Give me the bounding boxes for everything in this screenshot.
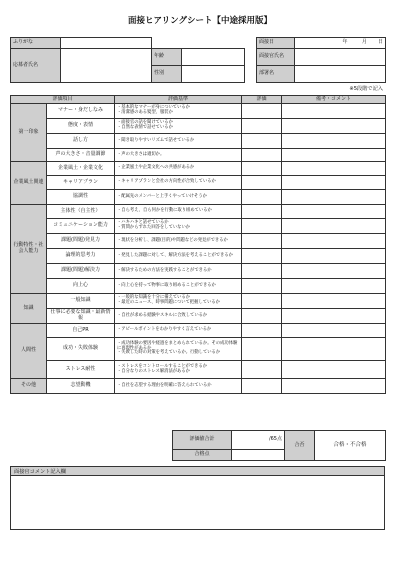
remarks-field[interactable] [282,324,386,338]
criteria-line: ・企業風土や企業文化への共感があるか [117,165,195,171]
furigana-label: ふりがな [11,38,61,49]
remarks-field[interactable] [282,134,386,149]
criteria-line: ・一般的な知識を十分に備えているか [117,295,191,301]
item-label: 課題(問題)発見力 [47,234,115,249]
item-label: 企業風土・企業文化 [47,162,115,176]
item-label: ストレス耐性 [47,361,115,379]
criteria-cell [115,379,242,394]
criteria-line: ・アピールポイントをわかりやすく言えているか [117,327,212,333]
evaluation-row [11,234,386,249]
item-label: キャリアプラン [47,176,115,190]
result-label: 合否 [285,431,315,461]
criteria-cell [115,134,242,149]
score-field[interactable] [242,119,282,134]
criteria-cell [115,361,242,379]
criteria-line: ・ストレスをコントロールすることができるか [117,363,208,369]
remarks-field[interactable] [282,264,386,279]
remarks-field[interactable] [282,176,386,190]
criteria-cell [115,249,242,264]
interviewer-name-label: 面接官氏名 [257,49,295,66]
remarks-field[interactable] [282,361,386,379]
criteria-cell [115,309,242,324]
age-label: 年齢 [152,49,182,66]
evaluation-row [11,338,386,361]
remarks-field[interactable] [282,190,386,205]
item-label: 成功・失敗体験 [47,338,115,361]
score-field[interactable] [242,338,282,361]
criteria-line: ・成功体験の要因や経過をまとめられているか。その成功体験に再現性があるか [117,340,238,351]
score-field[interactable] [242,249,282,264]
criteria-cell [115,119,242,134]
criteria-line: ・面接官の話を聞けているか [117,120,173,126]
department-field[interactable] [295,66,386,83]
evaluation-row [11,324,386,338]
criteria-cell [115,294,242,309]
total-value[interactable]: /65点 [232,431,285,450]
criteria-cell [115,176,242,190]
group-label: 行動特性・社会人能力 [11,205,47,294]
evaluation-row [11,134,386,149]
score-field[interactable] [242,361,282,379]
interview-date-field[interactable] [295,38,386,49]
remarks-field[interactable] [282,234,386,249]
remarks-field[interactable] [282,309,386,324]
evaluation-row [11,249,386,264]
criteria-line: ・現状を分析し、課題(目的)や問題などの発見ができるか [117,237,228,243]
item-label: 態度・表情 [47,119,115,134]
score-field[interactable] [242,149,282,162]
interviewer-name-field[interactable] [295,49,386,66]
remarks-field[interactable] [282,205,386,219]
result-value[interactable]: 合格・不合格 [315,431,386,461]
page-title: 面接ヒアリングシート【中途採用版】 [128,16,272,26]
gender-field[interactable] [182,66,245,83]
year-label: 年 [342,39,348,46]
item-label: 仕事に必要な知識・最新情報 [47,309,115,324]
evaluation-row [11,279,386,294]
remarks-field[interactable] [282,249,386,264]
item-label: 志望動機 [47,379,115,394]
item-label: 課題(問題)解決力 [47,264,115,279]
remarks-field[interactable] [282,119,386,134]
month-label: 月 [361,39,367,46]
evaluation-row [11,379,386,394]
criteria-cell [115,104,242,119]
total-label: 評価値合計 [173,431,232,450]
item-label: 協調性 [47,190,115,205]
criteria-line: ・ハキハキと話せているか [117,220,169,226]
criteria-line: ・自社を志望する理由を明確に答えられているか [117,382,212,388]
criteria-line: ・基本的なマナーが身についているか [117,105,190,111]
pass-line-field[interactable] [232,450,285,461]
group-label: その他 [11,379,47,394]
criteria-line: ・自分なりのストレス解消法があるか [117,368,190,374]
criteria-cell [115,279,242,294]
group-label: 企業風土関連 [11,162,47,205]
department-label: 部署名 [257,66,295,83]
criteria-line: ・自ら考え、自ら何かを行動に取り組めているか [117,208,212,214]
remarks-field[interactable] [282,219,386,234]
furigana-field[interactable] [61,38,152,49]
score-field[interactable] [242,190,282,205]
score-field[interactable] [242,279,282,294]
gender-label: 性別 [152,66,182,83]
criteria-line: ・声の大きさは適切か。 [117,151,165,157]
score-field[interactable] [242,219,282,234]
score-field[interactable] [242,294,282,309]
remarks-field[interactable] [282,149,386,162]
item-label: 主体性（自主性） [47,205,115,219]
criteria-line: ・発見した課題に対して、解決方法を考えることができるか [117,252,233,258]
evaluation-row [11,205,386,219]
criteria-cell [115,205,242,219]
item-label: 一般知識 [47,294,115,309]
summary-table [172,430,386,461]
criteria-cell [115,338,242,361]
age-field[interactable] [182,49,245,66]
column-item: 評価項目 [11,96,115,104]
score-field[interactable] [242,104,282,119]
applicant-name-field[interactable] [61,49,152,83]
evaluation-header-row [11,96,386,104]
group-label: 知識 [11,294,47,324]
evaluation-row [11,361,386,379]
item-label: 向上心 [47,279,115,294]
criteria-line: ・向上心を持って物事に取り組めることができるか [117,282,216,288]
score-field[interactable] [242,264,282,279]
score-field[interactable] [242,309,282,324]
criteria-line: ・キャリアプランと会社の方向性が合致しているか [117,179,216,185]
criteria-cell [115,190,242,205]
criteria-line: ・聞き取りやすいリズムで話せているか [117,137,195,143]
criteria-cell [115,162,242,176]
remarks-field[interactable] [282,294,386,309]
criteria-line: ・清潔感のある髪型、服装か [117,110,173,115]
remarks-field[interactable] [282,379,386,394]
item-label: 声の大きさ・音量調節 [47,149,115,162]
column-score: 評価 [242,96,282,104]
evaluation-row [11,264,386,279]
evaluation-row [11,162,386,176]
remarks-field[interactable] [282,162,386,176]
header-table [10,37,386,83]
criteria-line: ・質問からずれた回答をしていないか [117,225,191,230]
score-field[interactable] [242,205,282,219]
evaluation-row [11,294,386,309]
group-label: 第一印象 [11,104,47,162]
criteria-line: ・配属先のメンバーと上手くやっていけそうか [117,193,207,199]
criteria-cell [115,219,242,234]
score-field[interactable] [242,379,282,394]
column-criteria: 評価基準 [115,96,242,104]
interview-date-label: 面接日 [257,38,295,49]
evaluation-row [11,309,386,324]
criteria-cell [115,149,242,162]
criteria-line: ・最近のニュース、時事問題について把握しているか [117,300,220,305]
evaluation-row [11,190,386,205]
criteria-cell [115,234,242,249]
remarks-field[interactable] [282,338,386,361]
score-field[interactable] [242,234,282,249]
comment-box[interactable] [10,466,385,530]
scoring-note: ※5段階で記入 [349,86,383,92]
column-remarks: 備考・コメント [282,96,386,104]
pass-line-label: 合格点 [173,450,232,461]
item-label: コミュニケーション能力 [47,219,115,234]
item-label: 話し方 [47,134,115,149]
applicant-name-label: 応募者氏名 [11,49,61,83]
evaluation-row [11,176,386,190]
evaluation-row [11,149,386,162]
score-field[interactable] [242,134,282,149]
criteria-line: ・自然な表情で話せているか [117,125,173,130]
score-field[interactable] [242,176,282,190]
remarks-field[interactable] [282,104,386,119]
evaluation-row [11,219,386,234]
item-label: 論理的思考力 [47,249,115,264]
criteria-line: ・自社が求める経験やスキルに合致しているか [117,312,208,318]
comment-title: 面接官コメント記入欄 [11,467,384,476]
score-field[interactable] [242,324,282,338]
criteria-line: ・失敗した時の対策を考えているか。行動しているか [117,350,221,356]
score-field[interactable] [242,162,282,176]
criteria-line: ・解決するための方法を実践することができるか [117,267,212,273]
group-label: 人間性 [11,324,47,379]
remarks-field[interactable] [282,279,386,294]
item-label: マナー・身だしなみ [47,104,115,119]
item-label: 自己PR [47,324,115,338]
evaluation-table [10,95,386,394]
evaluation-row [11,119,386,134]
criteria-cell [115,264,242,279]
evaluation-row [11,104,386,119]
day-label: 日 [377,39,383,46]
criteria-cell [115,324,242,338]
